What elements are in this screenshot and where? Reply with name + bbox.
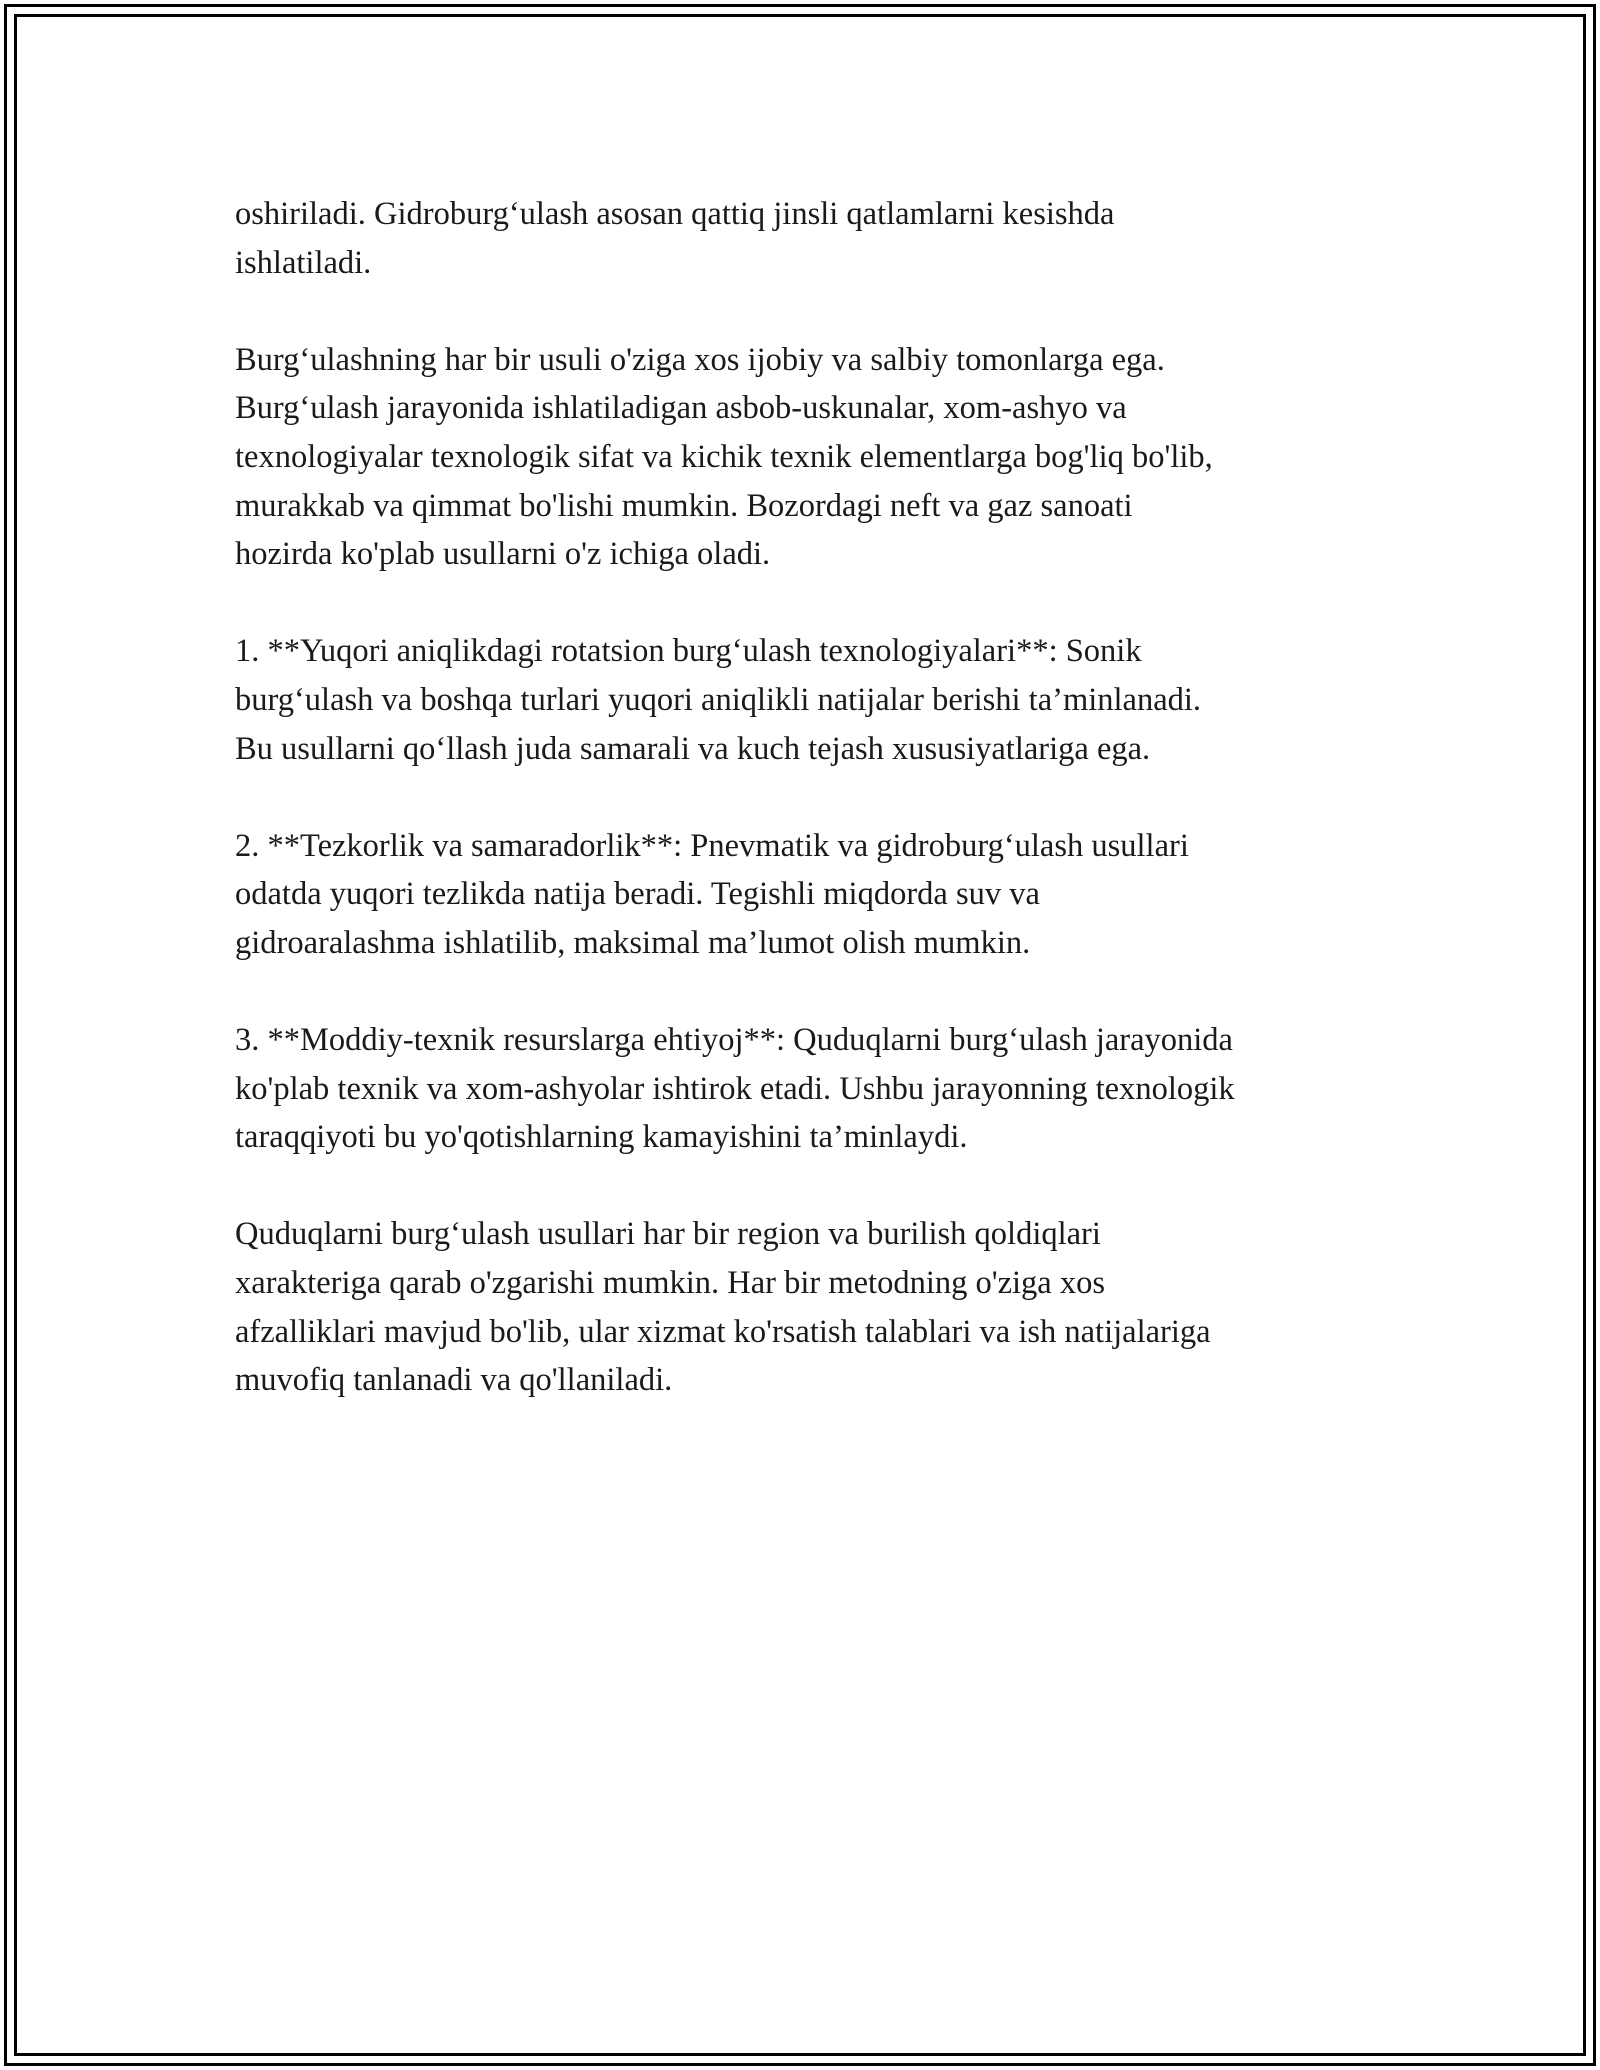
text-line: 3. **Moddiy-texnik resurslarga ehtiyoj**: Quduqlarni burg‘ulash jarayonida <box>235 1022 1233 1059</box>
text-line: taraqqiyoti bu yo'qotishlarning kamayishini ta’minlaydi. <box>235 1119 968 1156</box>
text-line: oshiriladi. Gidroburg‘ulash asosan qattiq jinsli qatlamlarni kesishda <box>235 196 1115 232</box>
text-line: hozirda ko'plab usullarni o'z ichiga oladi. <box>235 536 771 573</box>
text-line: afzalliklari mavjud bo'lib, ular xizmat ko'rsatish talablari va ish natijalariga <box>235 1313 1211 1350</box>
list-item-2 <box>235 822 1375 968</box>
text-line: ishlatiladi. <box>235 244 372 281</box>
text-line: Burg‘ulashning har bir usuli o'ziga xos ijobiy va salbiy tomonlarga ega. <box>235 341 1165 378</box>
text-line: Bu usullarni qo‘llash juda samarali va kuch tejash xususiyatlariga ega. <box>235 730 1151 767</box>
document-body <box>235 190 1375 1453</box>
text-line: xarakteriga qarab o'zgarishi mumkin. Har bir metodning o'ziga xos <box>235 1265 1105 1302</box>
list-item-1 <box>235 627 1375 773</box>
text-line: ko'plab texnik va xom-ashyolar ishtirok etadi. Ushbu jarayonning texnologik <box>235 1070 1235 1107</box>
text-line: gidroaralashma ishlatilib, maksimal ma’lumot olish mumkin. <box>235 924 1031 961</box>
paragraph-continuation <box>235 190 1375 287</box>
text-line: 1. **Yuqori aniqlikdagi rotatsion burg‘ulash texnologiyalari**: Sonik <box>235 633 1142 670</box>
text-line: muvofiq tanlanadi va qo'llaniladi. <box>235 1362 673 1399</box>
paragraph-overview <box>235 336 1375 579</box>
text-line: burg‘ulash va boshqa turlari yuqori aniqlikli natijalar berishi ta’minlanadi. <box>235 681 1202 718</box>
paragraph-conclusion <box>235 1210 1375 1404</box>
text-line: odatda yuqori tezlikda natija beradi. Tegishli miqdorda suv va <box>235 876 1040 913</box>
text-line: murakkab va qimmat bo'lishi mumkin. Bozordagi neft va gaz sanoati <box>235 487 1133 524</box>
text-line: Burg‘ulash jarayonida ishlatiladigan asbob-uskunalar, xom-ashyo va <box>235 390 1127 427</box>
list-item-3 <box>235 1016 1375 1162</box>
text-line: 2. **Tezkorlik va samaradorlik**: Pnevmatik va gidroburg‘ulash usullari <box>235 827 1189 864</box>
text-line: Quduqlarni burg‘ulash usullari har bir region va burilish qoldiqlari <box>235 1216 1101 1253</box>
text-line: texnologiyalar texnologik sifat va kichik texnik elementlarga bog'liq bo'lib, <box>235 438 1213 475</box>
